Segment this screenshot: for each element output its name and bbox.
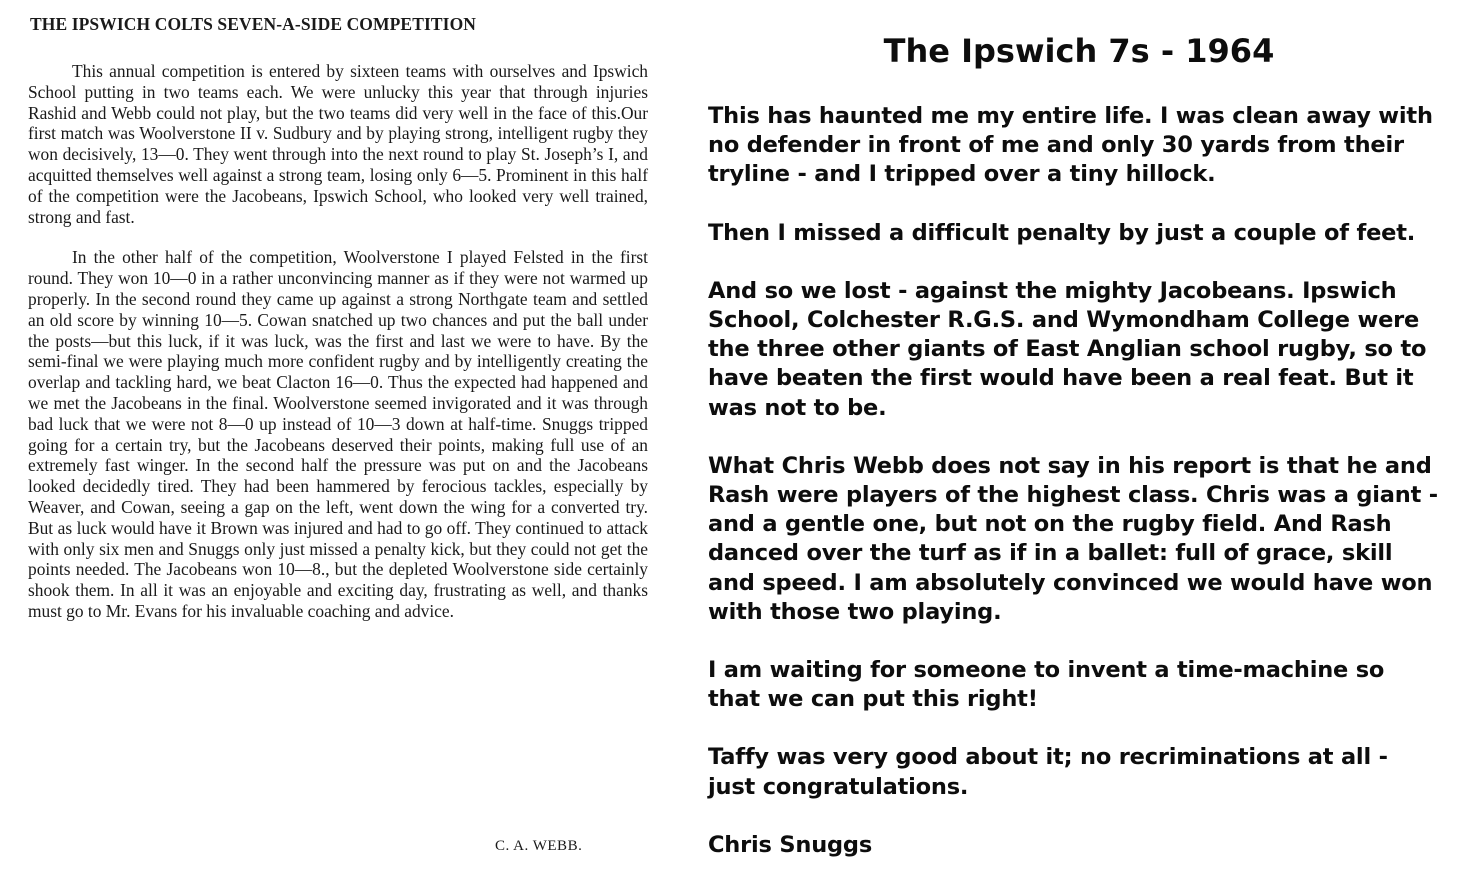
commentary-panel: [708, 30, 1438, 889]
commentary-paragraph-4: What Chris Webb does not say in his report is that he and Rash were players of the highest class. Chris was a giant - and a gentle one, but not on the rugby field. And Rash danced over the turf as if in a ballet: full of grace, skill and speed. I am absolutely convinced we would have won with those two playing.: [708, 452, 1438, 625]
article-title: THE IPSWICH COLTS SEVEN-A-SIDE COMPETITION: [30, 14, 477, 34]
article-signature: C. A. WEBB.: [495, 838, 583, 854]
commentary-author: Chris Snuggs: [708, 831, 873, 858]
article-paragraph-2: In the other half of the competition, Woolverstone I played Felsted in the first round. They won 10—0 in a rather unconvincing manner as if they were not warmed up properly. In the second round they came up against a strong Northgate team and settled an old score by winning 10—5. Cowan snatched up two chances and put the ball under the posts—but this luck, if it was luck, was the first and last we were to have. By the semi-final we were playing much more confident rugby and by intelligently creating the overlap and tackling hard, we beat Clacton 16—0. Thus the expected had happened and we met the Jacobeans in the final. Woolverstone seemed invigorated and it was through bad luck that we were not 8—0 up instead of 10—3 down at half-time. Snuggs tripped going for a certain try, but the Jacobeans deserved their points, making full use of an extremely fast winger. In the second half the pressure was put on and the Jacobeans looked decidedly tired. They had been hammered by ferocious tackles, especially by Weaver, and Cowan, seeing a gap on the left, went down the wing for a converted try. But as luck would have it Brown was injured and had to go off. They continued to attack with only six men and Snuggs only just missed a penalty kick, but they could not get the points needed. The Jacobeans won 10—8., but the depleted Woolverstone side certainly shook them. In all it was an enjoyable and exciting day, frustrating as well, and thanks must go to Mr. Evans for his invaluable coaching and advice.: [28, 247, 648, 621]
article-paragraph-1: This annual competition is entered by sixteen teams with ourselves and Ipswich School putting in two teams each. We were unlucky this year that through injuries Rashid and Webb could not play, but the two teams did very well in the face of this.Our first match was Woolverstone II v. Sudbury and by playing strong, intelligent rugby they won decisively, 13—0. They went through into the next round to play St. Joseph’s I, and acquitted themselves well against a strong team, losing only 6—5. Prominent in this half of the competition were the Jacobeans, Ipswich School, who looked very well trained, strong and fast.: [28, 61, 648, 227]
commentary-paragraph-6: Taffy was very good about it; no recriminations at all - just congratulations.: [708, 744, 1388, 800]
commentary-paragraph-1: This has haunted me my entire life. I was clean away with no defender in front of me and only 30 yards from their tryline - and I tripped over a tiny hillock.: [708, 103, 1433, 188]
commentary-paragraph-2: Then I missed a difficult penalty by just a couple of feet.: [708, 219, 1416, 246]
commentary-paragraph-3: And so we lost - against the mighty Jacobeans. Ipswich School, Colchester R.G.S. and Wymondham College were the three other giants of East Anglian school rugby, so to have beaten the first would have been a real feat. But it was not to be.: [708, 277, 1427, 421]
commentary-title: The Ipswich 7s - 1964: [883, 32, 1275, 70]
magazine-article: [28, 14, 648, 622]
commentary-paragraph-5: I am waiting for someone to invent a time-machine so that we can put this right!: [708, 657, 1385, 713]
